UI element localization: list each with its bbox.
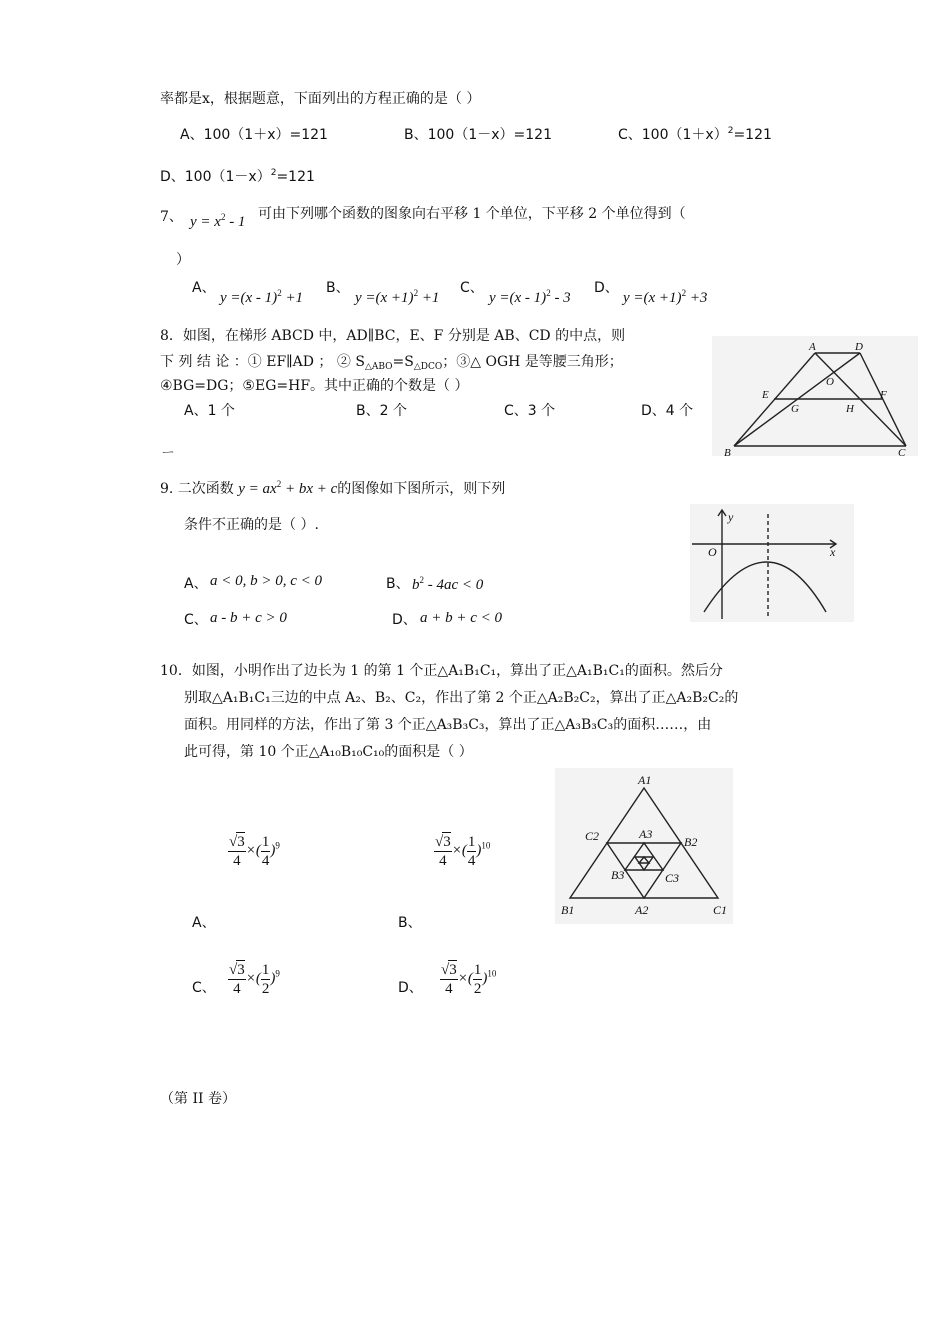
q10-option-c-label[interactable]: C、 [192,980,216,996]
q8-line3: ④BG=DG；⑤EG=HF。其中正确的个数是（ ） [160,378,469,394]
label-B: B [724,447,731,456]
q9-line1: 9. 二次函数 $y = ax^2$ + bx + c的图像如下图所示，则下列 [160,479,506,497]
q8-line2: 下 列 结 论 ：① EF∥AD ； ② $S_{\triangle ABO}=S_{\triangle DCO}$；③△ OGH 是等腰三角形； [160,354,623,372]
q7-stem: 可由下列哪个函数的图象向右平移 1 个单位，下平移 2 个单位得到（ [258,206,686,222]
stray-mark: ㄧ [160,443,177,462]
label-x: x [830,545,836,559]
label-H: H [846,403,854,415]
q9-option-a-label[interactable]: A、 [184,576,208,592]
q7-option-b-label[interactable]: B、 [326,280,350,296]
q10-option-c[interactable]: $\frac{√3}{4}$ ×( $\frac{1}{2}$ )$^9$ [229,961,280,997]
q6-option-a[interactable]: A、100（1＋x）=121 [180,127,328,143]
section-heading: （第 II 卷） [160,1091,236,1107]
q8-option-b[interactable]: B、2 个 [356,403,407,419]
q9-option-c-label[interactable]: C、 [184,612,208,628]
q6-option-b[interactable]: B、100（1－x）=121 [404,127,552,143]
label-C3: C3 [665,871,680,885]
q7-option-d[interactable]: $y =(x +1)^2 +3$ [623,288,708,306]
q8-option-c[interactable]: C、3 个 [504,403,556,419]
label-A1: A1 [638,773,652,787]
q10-option-b-label[interactable]: B、 [398,915,422,931]
q7-option-a[interactable]: y =(x - 1)$^2$ +1 [220,288,304,306]
label-O: O [826,376,834,388]
q10-line2: 别取△A₁B₁C₁三边的中点 A₂、B₂、C₂，作出了第 2 个正△A₂B₂C₂，算出了正△A₂B₂C₂的 [184,690,739,706]
q9-option-d[interactable]: a + b + c < 0 [420,610,503,626]
q7-option-b[interactable]: $y =(x +1)^2 +1$ [355,288,440,306]
q9-option-b[interactable]: $b^2 - 4ac < 0$ [412,575,484,593]
q8-line1: 8．如图，在梯形 ABCD 中，AD∥BC，E、F 分别是 AB、CD 的中点，则 [160,328,626,344]
q9-option-a[interactable]: a < 0, b > 0, c < 0 [210,573,323,589]
q10-line1: 10．如图，小明作出了边长为 1 的第 1 个正△A₁B₁C₁，算出了正△A₁B₁C₁的面积。然后分 [160,663,723,679]
label-E: E [762,389,769,401]
figure-background [555,768,733,924]
q8-option-a[interactable]: A、1 个 [184,403,235,419]
q10-option-b[interactable]: $\frac{√3}{4}$ ×( $\frac{1}{4}$ )$^{10}$ [435,833,491,869]
q9-option-c[interactable]: a - b + c > 0 [210,610,287,626]
q6-option-d[interactable]: D、$100(1-x)^2=121$ [160,168,315,185]
q7-option-c[interactable]: y =(x - 1)$^2$ - 3 [489,288,571,306]
q9-option-d-label[interactable]: D、 [392,612,417,628]
label-C: C [898,447,906,456]
q6-stem: 率都是x，根据题意，下面列出的方程正确的是（ ） [160,91,481,107]
label-A3: A3 [639,827,653,841]
q9-option-b-label[interactable]: B、 [386,576,410,592]
label-C2: C2 [585,829,600,843]
q7-option-a-label[interactable]: A、 [192,280,216,296]
q7-stem-close: ） [176,252,190,268]
label-B1: B1 [561,903,575,917]
label-B3: B3 [611,868,625,882]
q6-option-c[interactable]: C、$100(1+x)^2=121$ [618,126,772,143]
q10-option-d[interactable]: $\frac{√3}{4}$ ×( $\frac{1}{2}$ )$^{10}$ [441,961,497,997]
q7-option-c-label[interactable]: C、 [460,280,484,296]
label-A2: A2 [635,903,649,917]
q10-option-d-label[interactable]: D、 [398,980,423,996]
label-G: G [791,403,799,415]
nested-triangles-figure [555,768,733,924]
q7-option-d-label[interactable]: D、 [594,280,619,296]
q10-option-a[interactable]: $\frac{√3}{4}$ ×( $\frac{1}{4}$ )$^9$ [229,833,280,869]
q8-option-d[interactable]: D、4 个 [641,403,694,419]
q10-line3: 面积。用同样的方法，作出了第 3 个正△A₃B₃C₃，算出了正△A₃B₃C₃的面积……，由 [184,717,712,733]
label-F: F [880,389,887,401]
q10-line4: 此可得，第 10 个正△A₁₀B₁₀C₁₀的面积是（ ） [184,744,473,760]
q9-function: $y = ax^2$ + bx + c [238,479,338,497]
q7-number: 7、 [160,209,183,225]
label-A: A [809,341,816,353]
q9-line2: 条件不正确的是（ ）. [184,517,319,533]
label-D: D [855,341,863,353]
label-y: y [728,510,734,524]
label-origin: O [708,545,717,559]
parabola-figure [690,504,854,622]
label-C1: C1 [713,903,728,917]
q10-option-a-label[interactable]: A、 [192,915,216,931]
label-B2: B2 [684,835,698,849]
q7-function: $y = x^2 - 1$ [190,212,246,230]
trapezoid-figure [712,336,918,456]
